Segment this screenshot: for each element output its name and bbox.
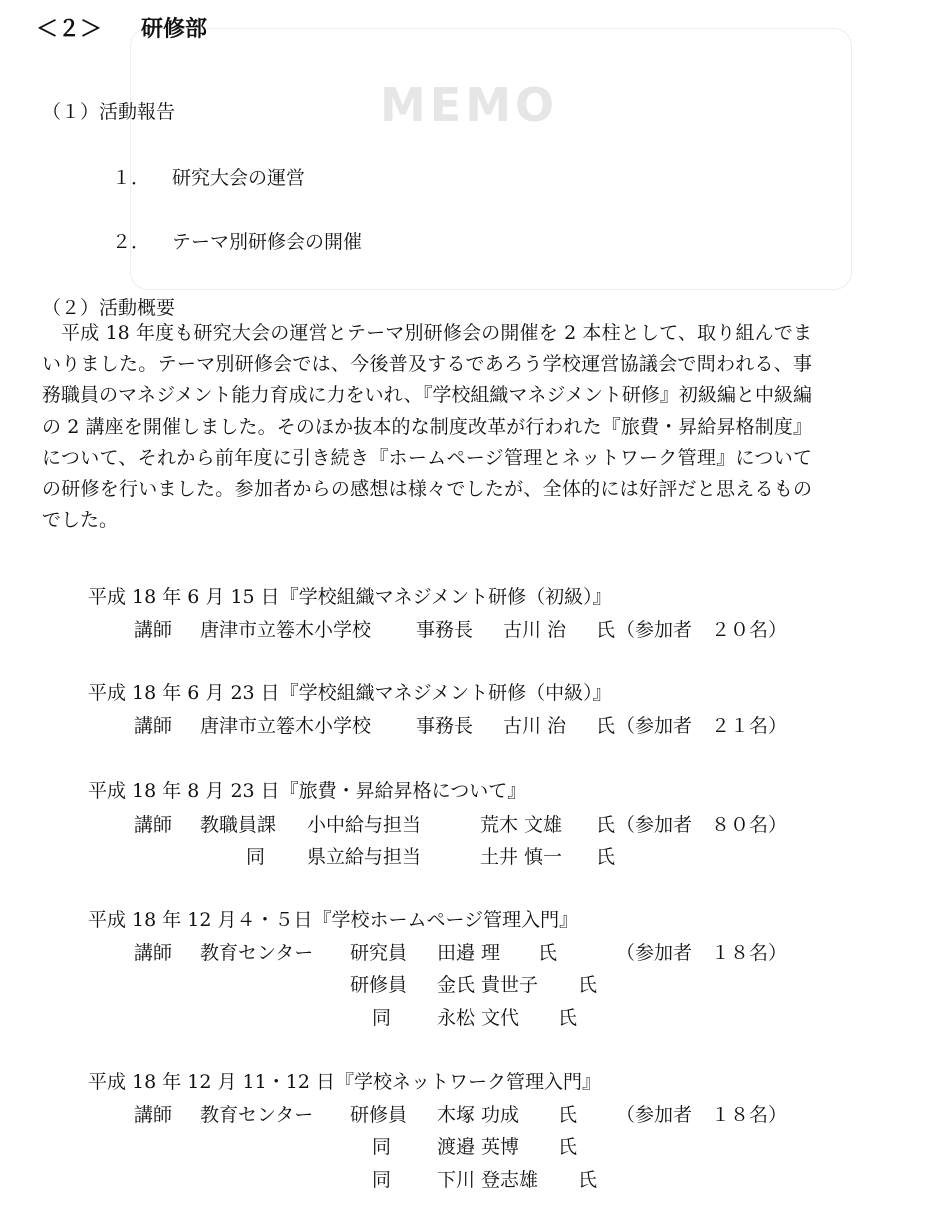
lecturer-position: 県立給与担当 bbox=[307, 846, 422, 868]
attendee-count: （参加者 ２１名） bbox=[616, 715, 788, 737]
lecturer-org: 教育センター bbox=[200, 942, 314, 964]
lecturer-suffix: 氏 bbox=[596, 715, 616, 737]
section-number: ＜２＞ bbox=[36, 16, 103, 42]
lecturer-name: 金氏 貴世子 bbox=[437, 974, 539, 996]
lecturer-org: 教育センター bbox=[200, 1104, 314, 1126]
lecturer-name: 渡邉 英博 bbox=[437, 1136, 520, 1158]
lecturer-name: 下川 登志雄 bbox=[437, 1169, 539, 1191]
lecturer-suffix: 氏 bbox=[596, 619, 616, 641]
lecturer-role: 講師 bbox=[134, 814, 173, 836]
report-item-text: 研究大会の運営 bbox=[172, 167, 306, 189]
lecturer-org: 教職員課 bbox=[200, 814, 277, 836]
report-item-number: ２． bbox=[112, 231, 151, 253]
lecturer-name: 田邉 理 bbox=[437, 942, 501, 964]
lecturer-name: 永松 文代 bbox=[437, 1007, 520, 1029]
lecturer-position: 事務長 bbox=[416, 619, 474, 641]
lecturer-role: 講師 bbox=[134, 619, 173, 641]
lecturer-name: 木塚 功成 bbox=[437, 1104, 520, 1126]
attendee-count: （参加者 ８０名） bbox=[616, 814, 788, 836]
lecturer-org: 同 bbox=[246, 846, 266, 868]
lecturer-position: 研修員 bbox=[350, 1104, 408, 1126]
report-item-text: テーマ別研修会の開催 bbox=[172, 231, 363, 253]
event-title: 平成 18 年 8 月 23 日『旅費・昇給昇格について』 bbox=[88, 780, 527, 802]
report-item-number: １． bbox=[112, 167, 151, 189]
lecturer-suffix: 氏 bbox=[578, 1169, 598, 1191]
attendee-count: （参加者 １８名） bbox=[616, 942, 788, 964]
section-title: 研修部 bbox=[141, 16, 208, 42]
lecturer-role: 講師 bbox=[134, 942, 173, 964]
event-title: 平成 18 年 12 月 11・12 日『学校ネットワーク管理入門』 bbox=[88, 1071, 601, 1093]
lecturer-suffix: 氏 bbox=[538, 942, 558, 964]
lecturer-position: 同 bbox=[372, 1136, 392, 1158]
lecturer-suffix: 氏 bbox=[558, 1136, 578, 1158]
overview-heading: （２）活動概要 bbox=[42, 297, 176, 319]
lecturer-suffix: 氏 bbox=[578, 974, 598, 996]
lecturer-role: 講師 bbox=[134, 1104, 173, 1126]
memo-watermark: MEMO bbox=[380, 78, 559, 132]
overview-body: 平成 18 年度も研究大会の運営とテーマ別研修会の開催を 2 本柱として、取り組んでまいりました。テーマ別研修会では、今後普及するであろう学校運営協議会で問われる、事務職員のマネジメント能力育成に力をいれ、『学校組織マネジメント研修』初級編と中級編の 2 講座を開催しました。そのほか抜本的な制度改革が行われた『旅費・昇給昇格制度』について、それから前年度に引き続き『ホームページ管理とネットワーク管理』についての研修を行いました。参加者からの感想は様々でしたが、全体的には好評だと思えるものでした。 bbox=[42, 322, 812, 532]
lecturer-name: 古川 治 bbox=[503, 619, 567, 641]
lecturer-name: 荒木 文雄 bbox=[480, 814, 563, 836]
lecturer-position: 同 bbox=[372, 1007, 392, 1029]
event-title: 平成 18 年 6 月 15 日『学校組織マネジメント研修（初級）』 bbox=[88, 586, 612, 608]
lecturer-position: 研究員 bbox=[350, 942, 408, 964]
lecturer-org: 唐津市立箞木小学校 bbox=[200, 619, 372, 641]
attendee-count: （参加者 １８名） bbox=[616, 1104, 788, 1126]
event-title: 平成 18 年 6 月 23 日『学校組織マネジメント研修（中級）』 bbox=[88, 682, 612, 704]
lecturer-position: 小中給与担当 bbox=[307, 814, 422, 836]
attendee-count: （参加者 ２０名） bbox=[616, 619, 788, 641]
lecturer-suffix: 氏 bbox=[558, 1007, 578, 1029]
lecturer-org: 唐津市立箞木小学校 bbox=[200, 715, 372, 737]
lecturer-name: 古川 治 bbox=[503, 715, 567, 737]
lecturer-position: 同 bbox=[372, 1169, 392, 1191]
lecturer-name: 土井 慎一 bbox=[480, 846, 563, 868]
lecturer-suffix: 氏 bbox=[596, 846, 616, 868]
lecturer-suffix: 氏 bbox=[596, 814, 616, 836]
report-heading: （１）活動報告 bbox=[42, 101, 176, 123]
lecturer-position: 研修員 bbox=[350, 974, 408, 996]
lecturer-role: 講師 bbox=[134, 715, 173, 737]
event-title: 平成 18 年 12 月４・５日『学校ホームページ管理入門』 bbox=[88, 909, 579, 931]
lecturer-position: 事務長 bbox=[416, 715, 474, 737]
lecturer-suffix: 氏 bbox=[558, 1104, 578, 1126]
